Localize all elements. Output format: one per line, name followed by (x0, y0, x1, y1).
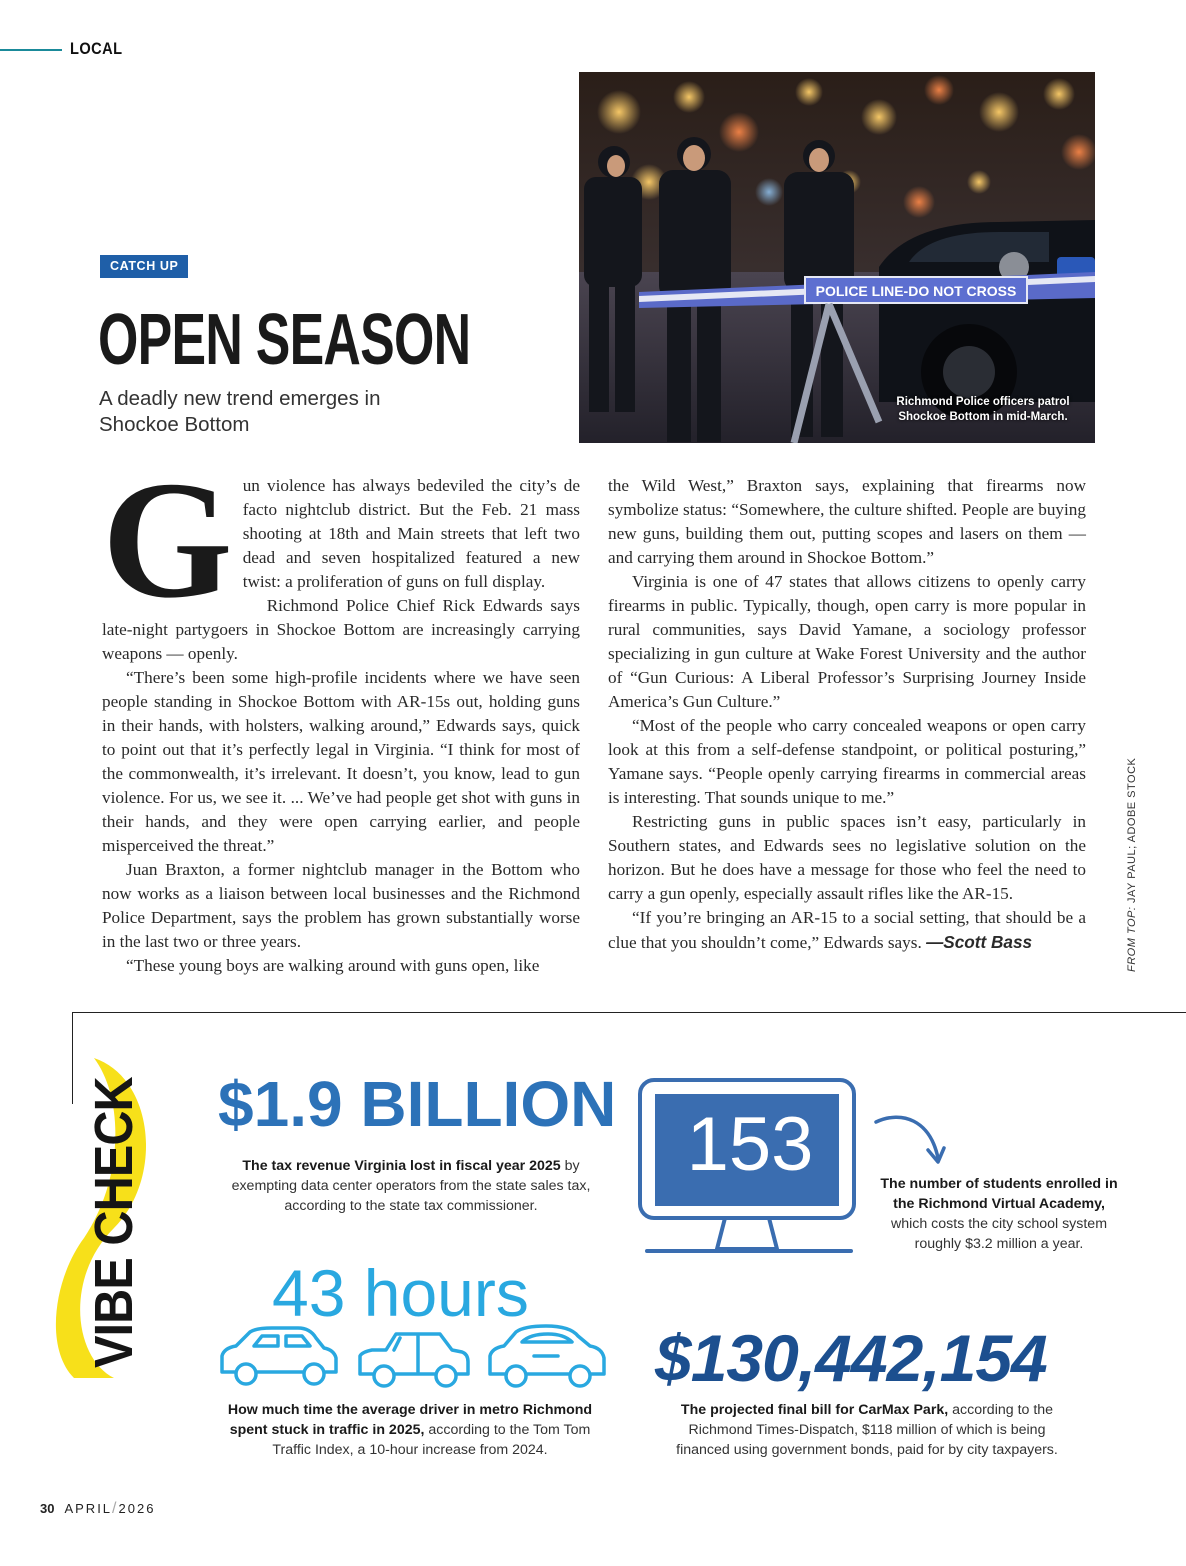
paragraph: Virginia is one of 47 states that allows citizens to openly carry firearms in public. Typically, though, open carry is more popular in rural communities, says David Yamane, a sociology professor specializing in gun culture at Wake Forest University and the author of “Gun Curious: A Liberal Professor’s Surprising Journey Inside America’s Gun Culture.” (608, 572, 1086, 711)
page-folio: 30 APRIL/2026 (40, 1500, 156, 1517)
car-icons (216, 1324, 608, 1390)
paragraph: “There’s been some high-profile incidents where we have seen people standing in Shockoe Bottom with AR-15s out, holding guns in their hands, with holsters, walking around,” Edwards says, quick to point out that it’s perfectly legal in Virginia. “I think for most of the commonwealth, it’s irrelevant. It doesn’t, you know, lead to gun violence. For us, we see it. ... We’ve had people get shot with guns in their hands, and they were open carrying earlier, and people misperceived the threat.” (102, 668, 580, 855)
article-column-2 (608, 474, 1086, 955)
stat-2-description: The number of students enrolled in the Richmond Virtual Academy, which costs the city school system roughly $3.2 million a year. (880, 1176, 1118, 1252)
stat-4-number: $130,442,154 (655, 1321, 1047, 1395)
category-tag: CATCH UP (100, 255, 188, 278)
stat-2-number: 153 (686, 1102, 814, 1187)
section-divider (72, 1012, 1186, 1013)
paragraph: “These young boys are walking around with guns open, like (126, 956, 540, 975)
paragraph: Richmond Police Chief Rick Edwards says late-night partygoers in Shockoe Bottom are increasingly carrying weapons — openly. (102, 596, 580, 663)
article-column-1 (102, 447, 580, 978)
car-icon (360, 1334, 468, 1386)
drop-cap: G (102, 447, 233, 633)
stat-1-description: The tax revenue Virginia lost in fiscal year 2025 by exempting data center operators from the state sales tax, according to the state tax commissioner. (231, 1158, 591, 1214)
stat-1-number: $1.9 BILLION (218, 1068, 617, 1140)
paragraph: Juan Braxton, a former nightclub manager in the Bottom who now works as a liaison between local businesses and the Richmond Police Department, says the problem has grown substantially worse in the last two or three years. (102, 860, 580, 951)
paragraph: the Wild West,” Braxton says, explaining that firearms now symbolize status: “Somewhere, the culture shifted. People are buying new guns, building them out, putting scopes and lasers on them — and carrying them around in Shockoe Bottom.” (608, 476, 1086, 567)
section-rule (0, 49, 62, 51)
section-label: LOCAL (70, 39, 123, 58)
stat-4-description: The projected final bill for CarMax Park, according to the Richmond Times-Dispatch, $118 million of which is being financed using government bonds, paid for by city taxpayers. (676, 1402, 1058, 1458)
curved-arrow-icon (872, 1110, 948, 1170)
tape-text: POLICE LINE-DO NOT CROSS (815, 283, 1017, 299)
paragraph: “Most of the people who carry concealed weapons or open carry look at this from a self-defense standpoint, or political posturing,” Yamane says. “People openly carrying firearms in commercial areas is interesting. That sounds unique to me.” (608, 716, 1086, 807)
page-number: 30 (40, 1501, 55, 1516)
stat-3-number: 43 hours (272, 1256, 529, 1330)
subheadline: A deadly new trend emerges in Shockoe Bottom (99, 387, 381, 436)
photo-caption: Richmond Police officers patrol Shockoe Bottom in mid-March. (896, 396, 1070, 423)
vibe-check-title: VIBE CHECK (84, 1077, 144, 1368)
byline: —Scott Bass (926, 932, 1033, 952)
page-title: OPEN SEASON (98, 300, 471, 380)
car-icon (222, 1328, 336, 1384)
hero-photo (579, 72, 1095, 443)
paragraph: Restricting guns in public spaces isn’t easy, particularly in Southern states, and Edwards sees no legislative solution on the horizon. But he does have a message for those who feel the need to carry a gun openly, especially assault rifles like the AR-15. (608, 812, 1086, 903)
paragraph: Gun violence has always bedeviled the city’s de facto nightclub district. But the Feb. 21 mass shooting at 18th and Main streets that left two dead and seven hospitalized featured a new twist: a proliferation of guns on full display. (102, 447, 580, 633)
car-icon (490, 1326, 604, 1386)
police-scene-illustration (579, 72, 1095, 443)
paragraph: “If you’re bringing an AR-15 to a social setting, that should be a clue that you shouldn’t come,” Edwards says. —Scott Bass (608, 908, 1086, 952)
stat-3-description: How much time the average driver in metro Richmond spent stuck in traffic in 2025, according to the Tom Tom Traffic Index, a 10-hour increase from 2024. (227, 1402, 593, 1458)
photo-credit: FROM TOP: JAY PAUL; ADOBE STOCK (1126, 757, 1138, 972)
